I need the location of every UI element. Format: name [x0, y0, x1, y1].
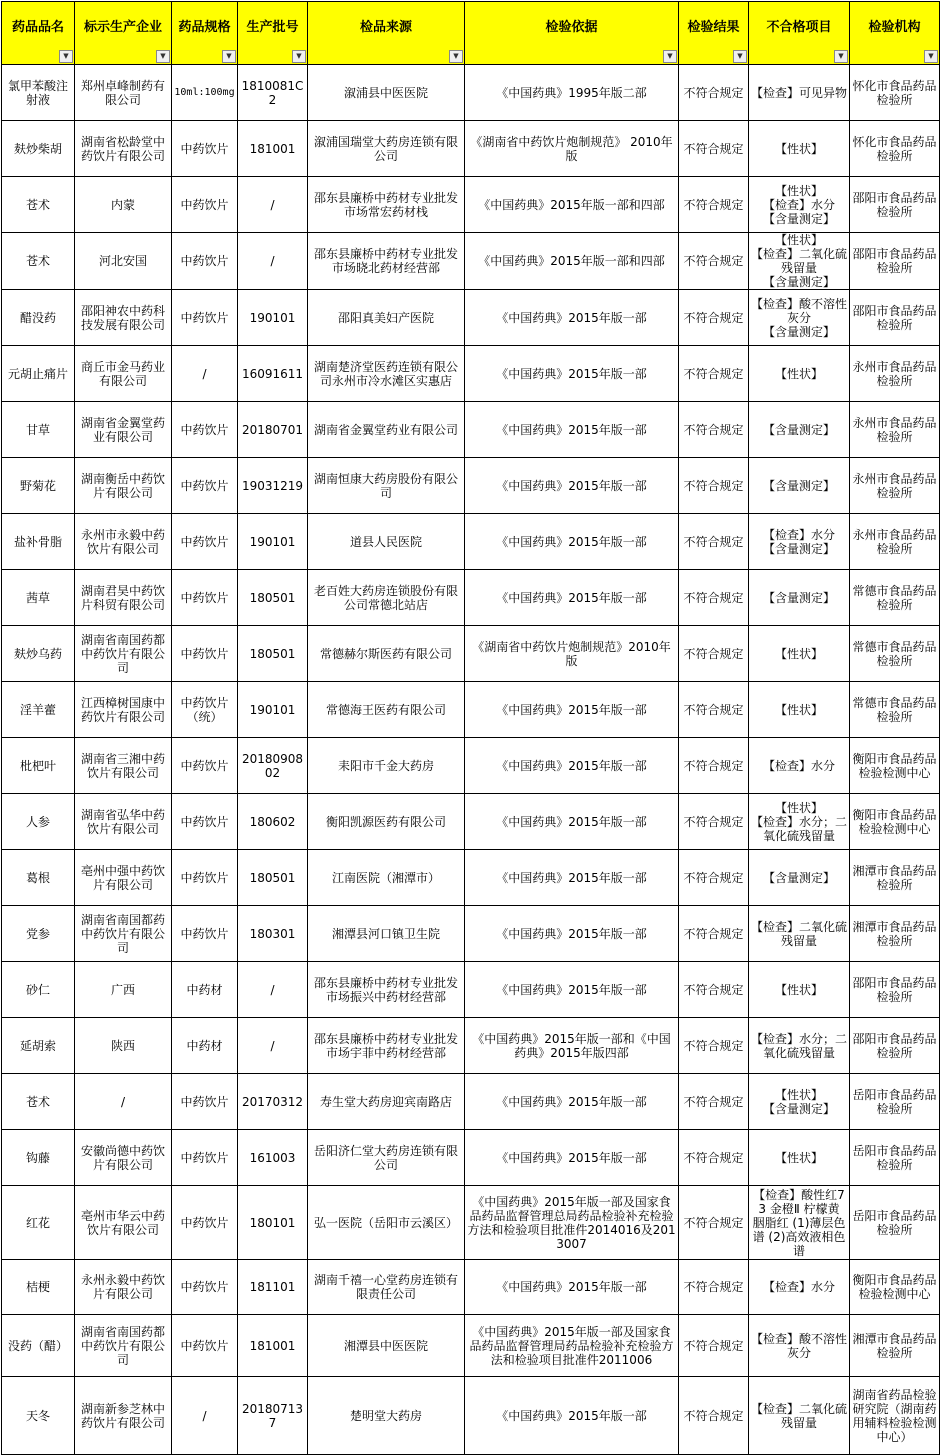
table-cell: 溆浦县中医医院	[308, 65, 465, 121]
table-cell: /	[75, 1074, 172, 1130]
table-cell: 苍术	[2, 177, 75, 233]
table-cell: 《中国药典》2015年版一部	[465, 962, 679, 1018]
table-cell: 砂仁	[2, 962, 75, 1018]
table-row	[2, 962, 940, 1018]
table-cell: 19031219	[238, 458, 308, 514]
column-header	[75, 2, 172, 65]
table-cell: 中药饮片	[172, 1315, 238, 1377]
table-cell: 楚明堂大药房	[308, 1377, 465, 1455]
table-cell: 邵阳真美妇产医院	[308, 290, 465, 346]
table-cell: 不符合规定	[679, 1186, 749, 1260]
table-cell: 不符合规定	[679, 177, 749, 233]
table-cell: 天冬	[2, 1377, 75, 1455]
table-cell: 16091611	[238, 346, 308, 402]
table-row	[2, 514, 940, 570]
table-cell: 常德赫尔斯医药有限公司	[308, 626, 465, 682]
table-cell: 岳阳济仁堂大药房连锁有限公司	[308, 1130, 465, 1186]
table-cell: 《中国药典》2015年版一部	[465, 458, 679, 514]
column-header	[850, 2, 940, 65]
table-cell: 中药饮片	[172, 514, 238, 570]
table-row	[2, 1377, 940, 1455]
table-cell: 不符合规定	[679, 233, 749, 290]
table-cell: 邵东县廉桥中药材专业批发市场宇菲中药材经营部	[308, 1018, 465, 1074]
column-header-label: 药品规格	[178, 20, 231, 35]
column-header	[172, 2, 238, 65]
table-cell: 180501	[238, 570, 308, 626]
table-cell: 中药饮片	[172, 290, 238, 346]
table-cell: 【检查】水分 【含量测定】	[749, 514, 850, 570]
table-cell: 淫羊藿	[2, 682, 75, 738]
table-cell: 不符合规定	[679, 626, 749, 682]
table-cell: 邵阳市食品药品检验所	[850, 290, 940, 346]
table-cell: 老百姓大药房连锁股份有限公司常德北站店	[308, 570, 465, 626]
table-cell: 亳州中强中药饮片有限公司	[75, 850, 172, 906]
table-cell: 《中国药典》2015年版一部和四部	[465, 177, 679, 233]
table-cell: 钩藤	[2, 1130, 75, 1186]
filter-dropdown-icon[interactable]: ▼	[156, 50, 170, 63]
table-cell: 延胡索	[2, 1018, 75, 1074]
table-body	[2, 65, 940, 1455]
table-cell: 1810081C2	[238, 65, 308, 121]
table-row	[2, 177, 940, 233]
table-cell: 《中国药典》2015年版一部	[465, 738, 679, 794]
table-cell: /	[238, 962, 308, 1018]
table-cell: 永州市永毅中药饮片有限公司	[75, 514, 172, 570]
table-row	[2, 402, 940, 458]
table-cell: 【检查】酸性红73 金橙Ⅱ 柠檬黄 胭脂红 (1)薄层色谱 (2)高效液相色谱	[749, 1186, 850, 1260]
table-cell: 【检查】水分	[749, 1260, 850, 1315]
table-cell: 190101	[238, 514, 308, 570]
table-cell: 永州市食品药品检验所	[850, 514, 940, 570]
table-cell: 常德市食品药品检验所	[850, 570, 940, 626]
table-row	[2, 906, 940, 962]
table-cell: 湖南君昊中药饮片科贸有限公司	[75, 570, 172, 626]
table-cell: 不符合规定	[679, 1377, 749, 1455]
filter-dropdown-icon[interactable]: ▼	[292, 50, 306, 63]
table-cell: 中药饮片	[172, 1186, 238, 1260]
table-cell: 180101	[238, 1186, 308, 1260]
table-cell: 湘潭县河口镇卫生院	[308, 906, 465, 962]
table-cell: 邵阳市食品药品检验所	[850, 177, 940, 233]
table-cell: 桔梗	[2, 1260, 75, 1315]
table-cell: 怀化市食品药品检验所	[850, 65, 940, 121]
table-cell: 【性状】	[749, 626, 850, 682]
table-row	[2, 682, 940, 738]
table-cell: 湖南省南国药都中药饮片有限公司	[75, 626, 172, 682]
table-cell: 湖南楚济堂医药连锁有限公司永州市冷水滩区实惠店	[308, 346, 465, 402]
filter-dropdown-icon[interactable]: ▼	[59, 50, 73, 63]
table-cell: 甘草	[2, 402, 75, 458]
table-cell: 《湖南省中药饮片炮制规范》2010年版	[465, 626, 679, 682]
table-cell: 元胡止痛片	[2, 346, 75, 402]
table-cell: 湖南省南国药都中药饮片有限公司	[75, 1315, 172, 1377]
column-header-label: 标示生产企业	[83, 20, 162, 35]
table-cell: 《湖南省中药饮片炮制规范》 2010年版	[465, 121, 679, 177]
table-cell: 商丘市金马药业有限公司	[75, 346, 172, 402]
filter-dropdown-icon[interactable]: ▼	[924, 50, 938, 63]
table-cell: 【含量测定】	[749, 402, 850, 458]
table-cell: 《中国药典》2015年版一部和《中国药典》2015年版四部	[465, 1018, 679, 1074]
table-cell: 邵东县廉桥中药材专业批发市场晓北药材经营部	[308, 233, 465, 290]
table-cell: 寿生堂大药房迎宾南路店	[308, 1074, 465, 1130]
table-cell: 不符合规定	[679, 1260, 749, 1315]
column-header-label: 检品来源	[359, 20, 412, 35]
table-cell: 湖南省弘华中药饮片有限公司	[75, 794, 172, 850]
filter-dropdown-icon[interactable]: ▼	[733, 50, 747, 63]
table-cell: 常德海王医药有限公司	[308, 682, 465, 738]
table-cell: 怀化市食品药品检验所	[850, 121, 940, 177]
table-cell: 衡阳市食品药品检验检测中心	[850, 794, 940, 850]
table-cell: 湖南省松龄堂中药饮片有限公司	[75, 121, 172, 177]
table-cell: 麸炒柴胡	[2, 121, 75, 177]
table-cell: 《中国药典》2015年版一部	[465, 1074, 679, 1130]
table-cell: 【检查】可见异物	[749, 65, 850, 121]
table-row	[2, 233, 940, 290]
table-row	[2, 1074, 940, 1130]
table-cell: 安徽尚德中药饮片有限公司	[75, 1130, 172, 1186]
column-header-label: 不合格项目	[766, 20, 832, 35]
table-cell: 不符合规定	[679, 458, 749, 514]
table-cell: 《中国药典》2015年版一部	[465, 346, 679, 402]
table-cell: 不符合规定	[679, 1315, 749, 1377]
table-cell: 邵阳市食品药品检验所	[850, 962, 940, 1018]
table-row	[2, 1186, 940, 1260]
table-cell: 181101	[238, 1260, 308, 1315]
table-cell: 【性状】 【检查】二氧化硫残留量 【含量测定】	[749, 233, 850, 290]
column-header-label: 检验结果	[687, 20, 740, 35]
table-cell: 180501	[238, 626, 308, 682]
table-cell: 湖南省金翼堂药业有限公司	[308, 402, 465, 458]
table-cell: 《中国药典》2015年版一部	[465, 514, 679, 570]
column-header	[465, 2, 679, 65]
table-cell: 湘潭市食品药品检验所	[850, 906, 940, 962]
table-cell: 邵东县廉桥中药材专业批发市场常宏药材栈	[308, 177, 465, 233]
table-cell: 湖南新参芝林中药饮片有限公司	[75, 1377, 172, 1455]
table-cell: 【含量测定】	[749, 458, 850, 514]
table-cell: 中药饮片	[172, 626, 238, 682]
table-cell: 【性状】	[749, 346, 850, 402]
column-header	[308, 2, 465, 65]
table-cell: 中药饮片	[172, 458, 238, 514]
table-cell: 《中国药典》2015年版一部	[465, 1377, 679, 1455]
table-row	[2, 850, 940, 906]
table-cell: 郑州卓峰制药有限公司	[75, 65, 172, 121]
table-row	[2, 346, 940, 402]
table-cell: 201807137	[238, 1377, 308, 1455]
table-cell: 【检查】酸不溶性灰分	[749, 1315, 850, 1377]
filter-dropdown-icon[interactable]: ▼	[449, 50, 463, 63]
table-cell: 邵阳市食品药品检验所	[850, 233, 940, 290]
table-cell: 中药材	[172, 962, 238, 1018]
column-header	[238, 2, 308, 65]
table-cell: 【性状】	[749, 121, 850, 177]
table-row	[2, 121, 940, 177]
table-cell: 内蒙	[75, 177, 172, 233]
header-row	[2, 2, 940, 65]
table-cell: 20180701	[238, 402, 308, 458]
table-cell: 湖南省金翼堂药业有限公司	[75, 402, 172, 458]
table-cell: 不符合规定	[679, 850, 749, 906]
table-cell: 广西	[75, 962, 172, 1018]
table-cell: 永州永毅中药饮片有限公司	[75, 1260, 172, 1315]
table-cell: 《中国药典》2015年版一部	[465, 290, 679, 346]
table-row	[2, 1130, 940, 1186]
table-cell: 永州市食品药品检验所	[850, 458, 940, 514]
table-cell: 氯甲苯酸注射液	[2, 65, 75, 121]
filter-dropdown-icon[interactable]: ▼	[663, 50, 677, 63]
table-cell: 麸炒乌药	[2, 626, 75, 682]
table-cell: 江西樟树国康中药饮片有限公司	[75, 682, 172, 738]
table-row	[2, 65, 940, 121]
filter-dropdown-icon[interactable]: ▼	[834, 50, 848, 63]
table-cell: 【性状】 【含量测定】	[749, 1074, 850, 1130]
table-cell: 中药饮片	[172, 177, 238, 233]
table-cell: /	[238, 177, 308, 233]
table-row	[2, 1018, 940, 1074]
table-cell: 中药饮片	[172, 1260, 238, 1315]
table-cell: 181001	[238, 1315, 308, 1377]
table-cell: 不符合规定	[679, 121, 749, 177]
column-header-label: 检验依据	[545, 20, 598, 35]
table-cell: 2018090802	[238, 738, 308, 794]
table-cell: 【检查】水分；二氧化硫残留量	[749, 1018, 850, 1074]
table-cell: 耒阳市千金大药房	[308, 738, 465, 794]
table-cell: 【检查】二氧化硫残留量	[749, 906, 850, 962]
table-cell: 《中国药典》1995年版二部	[465, 65, 679, 121]
table-cell: 衡阳市食品药品检验检测中心	[850, 738, 940, 794]
inspection-table	[1, 1, 940, 1455]
column-header	[2, 2, 75, 65]
table-cell: 中药饮片	[172, 906, 238, 962]
table-cell: /	[172, 346, 238, 402]
table-cell: 没药（醋）	[2, 1315, 75, 1377]
column-header	[679, 2, 749, 65]
table-cell: 人参	[2, 794, 75, 850]
table-cell: 不符合规定	[679, 570, 749, 626]
table-cell: 【含量测定】	[749, 850, 850, 906]
table-cell: 衡阳凯源医药有限公司	[308, 794, 465, 850]
table-row	[2, 738, 940, 794]
table-cell: 湖南省南国都药中药饮片有限公司	[75, 906, 172, 962]
table-cell: 湖南恒康大药房股份有限公司	[308, 458, 465, 514]
table-cell: 20170312	[238, 1074, 308, 1130]
table-cell: 不符合规定	[679, 1018, 749, 1074]
table-cell: 中药饮片	[172, 570, 238, 626]
table-cell: 葛根	[2, 850, 75, 906]
table-cell: 中药饮片	[172, 402, 238, 458]
column-header-label: 检验机构	[868, 20, 921, 35]
table-cell: /	[238, 1018, 308, 1074]
table-cell: 红花	[2, 1186, 75, 1260]
table-row	[2, 794, 940, 850]
column-header	[749, 2, 850, 65]
table-cell: 湖南省三湘中药饮片有限公司	[75, 738, 172, 794]
table-cell: 河北安国	[75, 233, 172, 290]
table-cell: 盐补骨脂	[2, 514, 75, 570]
table-cell: 岳阳市食品药品检验所	[850, 1074, 940, 1130]
table-row	[2, 1260, 940, 1315]
table-cell: 不符合规定	[679, 794, 749, 850]
table-cell: 10ml:100mg	[172, 65, 238, 121]
table-cell: /	[238, 233, 308, 290]
table-cell: 《中国药典》2015年版一部和四部	[465, 233, 679, 290]
table-cell: 《中国药典》2015年版一部	[465, 1260, 679, 1315]
table-cell: 【含量测定】	[749, 570, 850, 626]
table-cell: 【性状】	[749, 682, 850, 738]
table-cell: 邵东县廉桥中药材专业批发市场振兴中药材经营部	[308, 962, 465, 1018]
table-cell: 161003	[238, 1130, 308, 1186]
table-cell: 中药饮片（统）	[172, 682, 238, 738]
table-cell: 不符合规定	[679, 906, 749, 962]
table-cell: /	[172, 1377, 238, 1455]
table-cell: 中药饮片	[172, 738, 238, 794]
table-cell: 永州市食品药品检验所	[850, 346, 940, 402]
table-cell: 茜草	[2, 570, 75, 626]
table-cell: 苍术	[2, 233, 75, 290]
table-row	[2, 1315, 940, 1377]
table-cell: 道县人民医院	[308, 514, 465, 570]
table-cell: 江南医院（湘潭市）	[308, 850, 465, 906]
table-cell: 《中国药典》2015年版一部	[465, 570, 679, 626]
table-cell: 【性状】	[749, 1130, 850, 1186]
table-cell: 中药材	[172, 1018, 238, 1074]
table-cell: 不符合规定	[679, 346, 749, 402]
table-cell: 不符合规定	[679, 682, 749, 738]
table-cell: 弘一医院（岳阳市云溪区）	[308, 1186, 465, 1260]
table-cell: 180602	[238, 794, 308, 850]
table-cell: 不符合规定	[679, 65, 749, 121]
table-cell: 中药饮片	[172, 794, 238, 850]
table-cell: 常德市食品药品检验所	[850, 682, 940, 738]
table-cell: 亳州市华云中药饮片有限公司	[75, 1186, 172, 1260]
table-cell: 《中国药典》2015年版一部	[465, 850, 679, 906]
table-cell: 中药饮片	[172, 1074, 238, 1130]
table-cell: 邵阳神农中药科技发展有限公司	[75, 290, 172, 346]
table-cell: 190101	[238, 682, 308, 738]
table-cell: 党参	[2, 906, 75, 962]
table-cell: 枇杷叶	[2, 738, 75, 794]
table-row	[2, 290, 940, 346]
table-row	[2, 570, 940, 626]
table-cell: 湖南千禧一心堂药房连锁有限责任公司	[308, 1260, 465, 1315]
table-cell: 不符合规定	[679, 962, 749, 1018]
table-cell: 湖南衡岳中药饮片有限公司	[75, 458, 172, 514]
table-cell: 《中国药典》2015年版一部	[465, 402, 679, 458]
table-cell: 衡阳市食品药品检验检测中心	[850, 1260, 940, 1315]
table-cell: 《中国药典》2015年版一部及国家食品药品监督管理局药品检验补充检验方法和检验项目批准件2011006	[465, 1315, 679, 1377]
filter-dropdown-icon[interactable]: ▼	[222, 50, 236, 63]
table-cell: 不符合规定	[679, 738, 749, 794]
table-cell: 邵阳市食品药品检验所	[850, 1018, 940, 1074]
table-cell: 《中国药典》2015年版一部	[465, 682, 679, 738]
table-cell: 【性状】 【检查】水分；二氧化硫残留量	[749, 794, 850, 850]
column-header-label: 生产批号	[246, 20, 299, 35]
table-cell: 190101	[238, 290, 308, 346]
table-cell: 岳阳市食品药品检验所	[850, 1130, 940, 1186]
table-cell: 中药饮片	[172, 121, 238, 177]
table-cell: 醋没药	[2, 290, 75, 346]
table-cell: 180501	[238, 850, 308, 906]
table-cell: 《中国药典》2015年版一部及国家食品药品监督管理总局药品检验补充检验方法和检验项目批准件2014016及2013007	[465, 1186, 679, 1260]
table-row	[2, 626, 940, 682]
table-cell: 陕西	[75, 1018, 172, 1074]
table-cell: 野菊花	[2, 458, 75, 514]
table-cell: 永州市食品药品检验所	[850, 402, 940, 458]
table-cell: 岳阳市食品药品检验所	[850, 1186, 940, 1260]
table-cell: 湘潭市食品药品检验所	[850, 850, 940, 906]
table-cell: 《中国药典》2015年版一部	[465, 1130, 679, 1186]
table-cell: 不符合规定	[679, 1130, 749, 1186]
table-cell: 【性状】	[749, 962, 850, 1018]
table-cell: 【检查】酸不溶性灰分 【含量测定】	[749, 290, 850, 346]
table-cell: 不符合规定	[679, 402, 749, 458]
table-cell: 常德市食品药品检验所	[850, 626, 940, 682]
table-cell: 溆浦国瑞堂大药房连锁有限公司	[308, 121, 465, 177]
table-cell: 中药饮片	[172, 233, 238, 290]
column-header-label: 药品品名	[11, 20, 64, 35]
table-cell: 181001	[238, 121, 308, 177]
table-cell: 不符合规定	[679, 290, 749, 346]
table-cell: 中药饮片	[172, 1130, 238, 1186]
table-cell: 苍术	[2, 1074, 75, 1130]
table-cell: 【性状】 【检查】水分 【含量测定】	[749, 177, 850, 233]
table-row	[2, 458, 940, 514]
table-cell: 湘潭县中医医院	[308, 1315, 465, 1377]
table-cell: 【检查】水分	[749, 738, 850, 794]
table-cell: 【检查】二氧化硫残留量	[749, 1377, 850, 1455]
table-cell: 180301	[238, 906, 308, 962]
table-cell: 湖南省药品检验研究院（湖南药用辅料检验检测中心）	[850, 1377, 940, 1455]
table-cell: 中药饮片	[172, 850, 238, 906]
table-cell: 湘潭市食品药品检验所	[850, 1315, 940, 1377]
table-cell: 不符合规定	[679, 514, 749, 570]
table-cell: 不符合规定	[679, 1074, 749, 1130]
table-cell: 《中国药典》2015年版一部	[465, 906, 679, 962]
table-cell: 《中国药典》2015年版一部	[465, 794, 679, 850]
